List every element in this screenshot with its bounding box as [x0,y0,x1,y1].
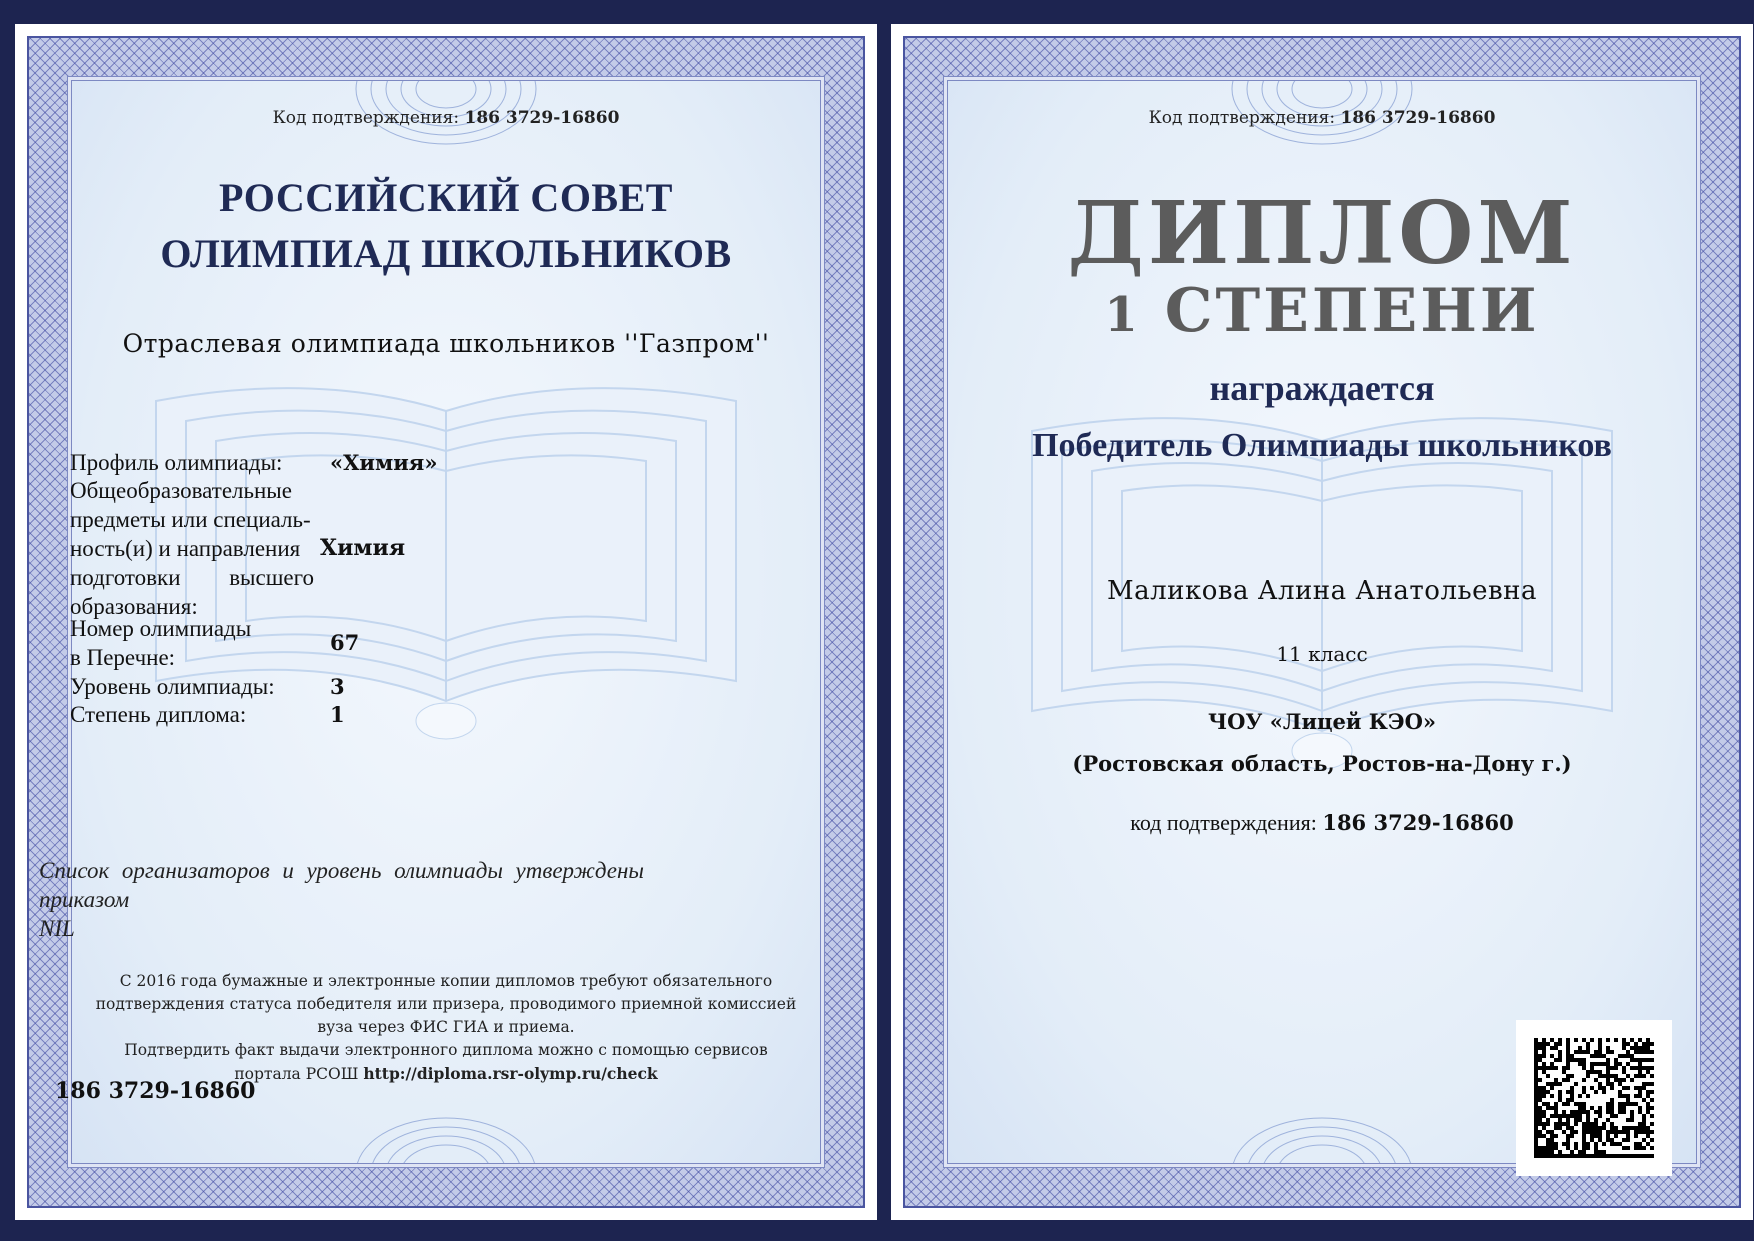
profile-label: Профиль олимпиады: [70,450,283,475]
recipient-name: Маликова Алина Анатольевна [1107,576,1537,606]
confirmation-code-header [15,108,877,128]
diploma-degree [891,276,1753,350]
number-label: Номер олимпиады в Перечне: [70,616,252,670]
recipient-grade: 11 класс [1276,642,1368,666]
number-value: 67 [330,630,360,655]
winner-status: Победитель Олимпиады школьников [1032,427,1612,464]
confirmation-code-header [891,108,1753,128]
school-name: ЧОУ «Лицей КЭО» [1207,709,1437,734]
degree-word: СТЕПЕНИ [1164,276,1540,346]
diploma-back-page [15,24,877,1220]
profile-value: «Химия» [330,450,438,475]
diploma-front-page [891,24,1753,1220]
verification-link[interactable]: http://diploma.rsr-olymp.ru/check [363,1064,658,1083]
code-label: Код подтверждения: [272,108,460,128]
code-label: Код подтверждения: [1148,108,1336,128]
verification-notice: С 2016 года бумажные и электронные копии дипломов требуют обязательного подтверждения статуса победителя или призера, проводимого приемной комиссией вуза через ФИС ГИА и приема. Подтвердить факт выдачи электронного диплома можно с помощью сервисов портала РСОШ http://diploma.rsr-olymp.ru/check [95,972,797,1083]
council-line-1: РОССИЙСКИЙ СОВЕТ [219,175,673,220]
bottom-confirmation-code: 186 3729-16860 [55,1078,256,1104]
subjects-label: Общеобразовательные предметы или специаль- ность(и) и направления подготовки высшего образования: [70,478,314,619]
degree-label: Степень диплома: [70,702,247,727]
organizers-note: Список организаторов и уровень олимпиады утверждены приказом NIL [39,858,644,941]
subjects-value: Химия [320,535,406,561]
diploma-title: ДИПЛОМ [1067,183,1577,284]
level-value: 3 [330,674,345,699]
level-label: Уровень олимпиады: [70,674,275,699]
degree-number: 1 [1104,287,1141,343]
code-value: 186 3729-16860 [464,108,620,128]
council-line-2: ОЛИМПИАД ШКОЛЬНИКОВ [160,231,732,276]
datamatrix-code-icon [1516,1020,1672,1176]
school-region: (Ростовская область, Ростов-на-Дону г.) [1072,751,1572,776]
rosette-ornament-bottom-icon [346,1103,546,1164]
code-value: 186 3729-16860 [1340,108,1496,128]
council-title [15,170,877,282]
rosette-ornament-bottom-icon [1222,1103,1422,1164]
awarded-text: награждается [1209,368,1435,408]
degree-value: 1 [330,702,345,727]
confirmation-code-line: код подтверждения: 186 3729-16860 [1130,810,1514,835]
olympiad-name: Отраслевая олимпиада школьников ''Газпром'' [122,329,770,358]
